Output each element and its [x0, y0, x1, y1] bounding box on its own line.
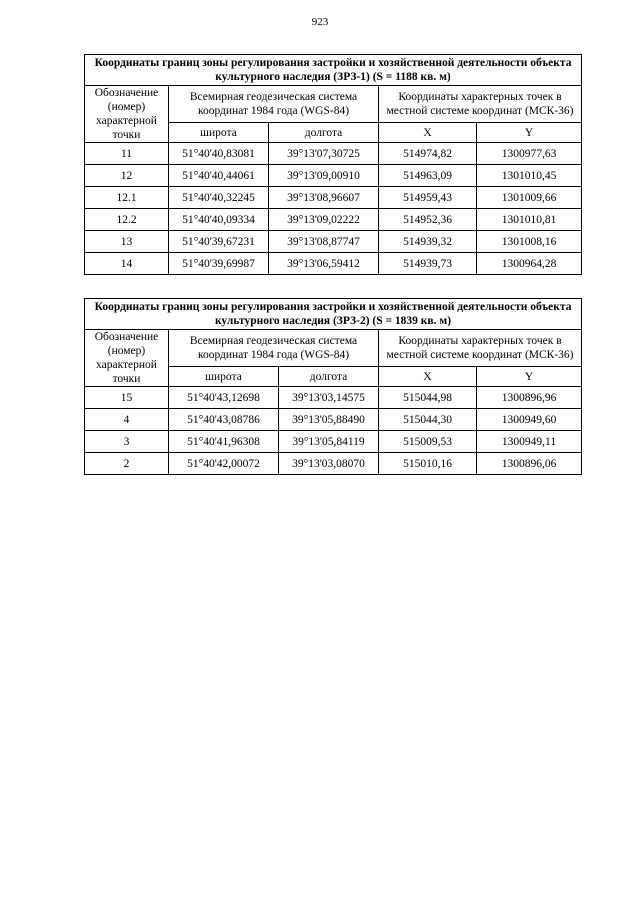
x-header: X — [379, 367, 477, 387]
table-title: Координаты границ зоны регулирования застройки и хозяйственной деятельности объекта культурного наследия (ЗРЗ-1) (S = 1188 кв. м) — [85, 55, 582, 86]
y-cell: 1300949,60 — [477, 409, 582, 431]
lat-header: широта — [169, 123, 269, 143]
lon-cell: 39°13'08,96607 — [269, 187, 379, 209]
point-cell: 15 — [85, 387, 169, 409]
lat-cell: 51°40'42,00072 — [169, 453, 279, 475]
y-cell: 1301010,45 — [477, 165, 582, 187]
x-cell: 514963,09 — [379, 165, 477, 187]
point-cell: 2 — [85, 453, 169, 475]
lat-cell: 51°40'41,96308 — [169, 431, 279, 453]
lon-cell: 39°13'05,84119 — [279, 431, 379, 453]
msk-header: Координаты характерных точек в местной системе координат (МСК-36) — [379, 86, 582, 123]
lat-cell: 51°40'40,32245 — [169, 187, 269, 209]
y-cell: 1300977,63 — [477, 143, 582, 165]
table-row — [85, 165, 582, 187]
x-cell: 514952,36 — [379, 209, 477, 231]
point-cell: 4 — [85, 409, 169, 431]
lon-cell: 39°13'06,59412 — [269, 253, 379, 275]
lat-cell: 51°40'40,09334 — [169, 209, 269, 231]
lat-cell: 51°40'40,83081 — [169, 143, 269, 165]
y-cell: 1300964,28 — [477, 253, 582, 275]
x-cell: 514974,82 — [379, 143, 477, 165]
point-cell: 3 — [85, 431, 169, 453]
y-cell: 1301008,16 — [477, 231, 582, 253]
x-cell: 515044,30 — [379, 409, 477, 431]
point-label-header: Обозначение (номер) характерной точки — [85, 330, 169, 387]
y-cell: 1300896,96 — [477, 387, 582, 409]
lat-cell: 51°40'40,44061 — [169, 165, 269, 187]
lon-cell: 39°13'03,14575 — [279, 387, 379, 409]
coordinates-table-zrz-2 — [84, 298, 582, 475]
coordinates-table-zrz-1 — [84, 54, 582, 275]
lat-cell: 51°40'43,12698 — [169, 387, 279, 409]
x-cell: 515044,98 — [379, 387, 477, 409]
lon-header: долгота — [269, 123, 379, 143]
table-row — [85, 431, 582, 453]
y-cell: 1301010,81 — [477, 209, 582, 231]
y-header: Y — [477, 367, 582, 387]
x-header: X — [379, 123, 477, 143]
point-cell: 11 — [85, 143, 169, 165]
table-row — [85, 387, 582, 409]
table-row — [85, 409, 582, 431]
table-title: Координаты границ зоны регулирования застройки и хозяйственной деятельности объекта культурного наследия (ЗРЗ-2) (S = 1839 кв. м) — [85, 299, 582, 330]
lon-cell: 39°13'09,02222 — [269, 209, 379, 231]
lon-header: долгота — [279, 367, 379, 387]
lon-cell: 39°13'07,30725 — [269, 143, 379, 165]
lon-cell: 39°13'09,00910 — [269, 165, 379, 187]
lon-cell: 39°13'03,08070 — [279, 453, 379, 475]
point-cell: 12 — [85, 165, 169, 187]
x-cell: 515009,53 — [379, 431, 477, 453]
x-cell: 514959,43 — [379, 187, 477, 209]
table-row — [85, 209, 582, 231]
lat-cell: 51°40'39,67231 — [169, 231, 269, 253]
wgs-header: Всемирная геодезическая система координат 1984 года (WGS-84) — [169, 330, 379, 367]
y-header: Y — [477, 123, 582, 143]
point-cell: 12.1 — [85, 187, 169, 209]
lat-header: широта — [169, 367, 279, 387]
point-label-header: Обозначение (номер) характерной точки — [85, 86, 169, 143]
table-row — [85, 143, 582, 165]
point-cell: 14 — [85, 253, 169, 275]
y-cell: 1300896,06 — [477, 453, 582, 475]
x-cell: 514939,73 — [379, 253, 477, 275]
table-row — [85, 453, 582, 475]
point-cell: 13 — [85, 231, 169, 253]
table-row — [85, 253, 582, 275]
point-cell: 12.2 — [85, 209, 169, 231]
lon-cell: 39°13'08,87747 — [269, 231, 379, 253]
lon-cell: 39°13'05,88490 — [279, 409, 379, 431]
y-cell: 1301009,66 — [477, 187, 582, 209]
lat-cell: 51°40'43,08786 — [169, 409, 279, 431]
lat-cell: 51°40'39,69987 — [169, 253, 269, 275]
x-cell: 515010,16 — [379, 453, 477, 475]
page-number: 923 — [311, 16, 329, 28]
table-row — [85, 231, 582, 253]
x-cell: 514939,32 — [379, 231, 477, 253]
y-cell: 1300949,11 — [477, 431, 582, 453]
wgs-header: Всемирная геодезическая система координат 1984 года (WGS-84) — [169, 86, 379, 123]
table-row — [85, 187, 582, 209]
msk-header: Координаты характерных точек в местной системе координат (МСК-36) — [379, 330, 582, 367]
